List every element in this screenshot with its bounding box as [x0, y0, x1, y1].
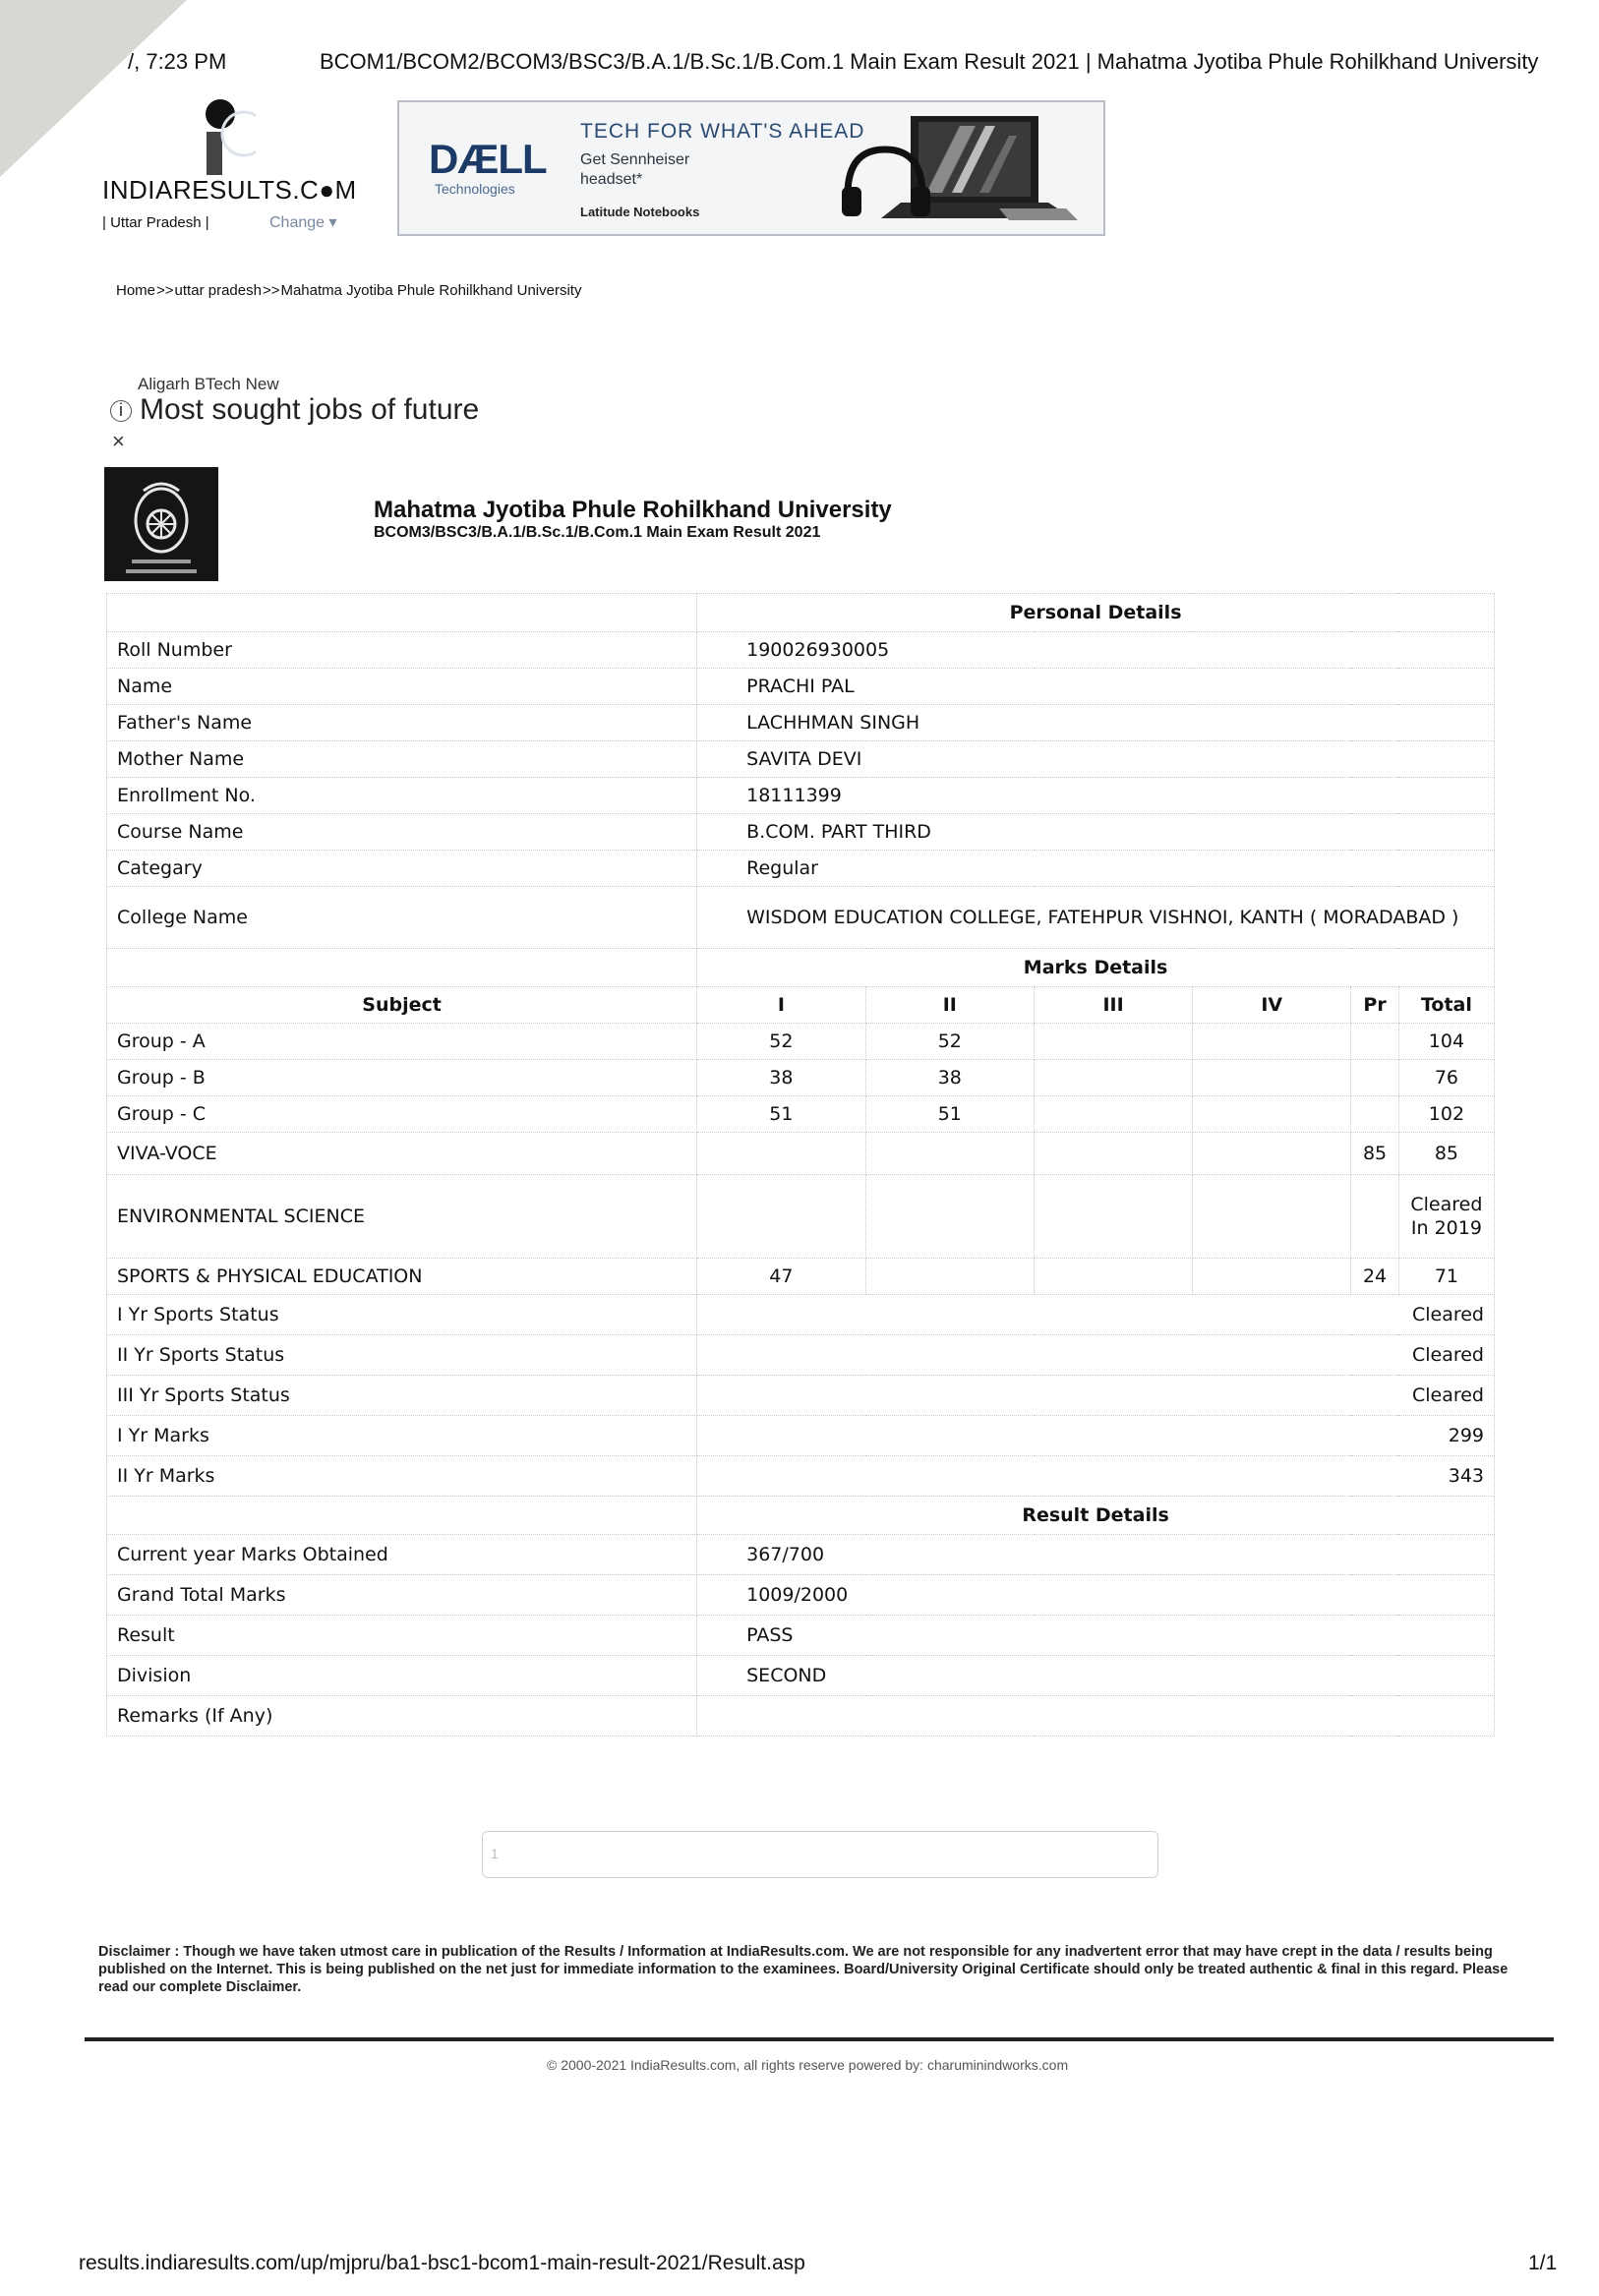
personal-row-name — [107, 669, 1495, 705]
result-row — [107, 1535, 1495, 1575]
field-label: Name — [107, 669, 697, 705]
col-header-iii: III — [1035, 987, 1193, 1024]
copyright-text: © 2000-2021 IndiaResults.com, all rights reserve powered by: charuminindworks.com — [547, 2057, 1069, 2073]
personal-row-category — [107, 851, 1495, 887]
change-region-link[interactable]: Change ▾ — [269, 214, 337, 231]
status-row — [107, 1416, 1495, 1456]
personal-row-enrollment — [107, 778, 1495, 814]
ad-brand: DÆLL — [429, 136, 547, 182]
result-value: 1009/2000 — [697, 1575, 1495, 1616]
marks-row — [107, 1259, 1495, 1295]
result-value: SECOND — [697, 1656, 1495, 1696]
field-label: Father's Name — [107, 705, 697, 741]
personal-row-course — [107, 814, 1495, 851]
personal-row-roll — [107, 632, 1495, 669]
field-value: Regular — [697, 851, 1495, 887]
status-value: 299 — [697, 1416, 1495, 1456]
mark-i — [697, 1133, 865, 1175]
mark-total: 102 — [1398, 1096, 1494, 1133]
mark-total: Cleared In 2019 — [1398, 1175, 1494, 1259]
status-value: Cleared — [697, 1335, 1495, 1376]
ad-footer: Latitude Notebooks — [580, 205, 700, 219]
field-label: Enrollment No. — [107, 778, 697, 814]
status-label: III Yr Sports Status — [107, 1376, 697, 1416]
exam-title: BCOM3/BSC3/B.A.1/B.Sc.1/B.Com.1 Main Exam Result 2021 — [374, 524, 821, 541]
mark-pr: 85 — [1351, 1133, 1399, 1175]
status-row — [107, 1295, 1495, 1335]
field-value: LACHHMAN SINGH — [697, 705, 1495, 741]
spacer-cell — [107, 594, 697, 632]
personal-row-father — [107, 705, 1495, 741]
mark-pr — [1351, 1175, 1399, 1259]
subject-cell: Group - C — [107, 1096, 697, 1133]
mark-ii: 51 — [865, 1096, 1034, 1133]
status-label: II Yr Marks — [107, 1456, 697, 1497]
result-value: 367/700 — [697, 1535, 1495, 1575]
marks-row — [107, 1133, 1495, 1175]
mark-iv — [1193, 1060, 1351, 1096]
field-label: Categary — [107, 851, 697, 887]
result-details-heading: Result Details — [697, 1497, 1495, 1535]
result-label: Result — [107, 1616, 697, 1656]
breadcrumb — [116, 282, 581, 299]
col-header-ii: II — [865, 987, 1034, 1024]
result-label: Remarks (If Any) — [107, 1696, 697, 1737]
field-label: Course Name — [107, 814, 697, 851]
marks-row — [107, 1175, 1495, 1259]
col-header-total: Total — [1398, 987, 1494, 1024]
subject-cell: Group - A — [107, 1024, 697, 1060]
subject-cell: Group - B — [107, 1060, 697, 1096]
close-icon[interactable]: × — [112, 429, 125, 453]
status-label: II Yr Sports Status — [107, 1335, 697, 1376]
field-value: PRACHI PAL — [697, 669, 1495, 705]
personal-row-college — [107, 887, 1495, 949]
mark-iii — [1035, 1024, 1193, 1060]
result-value — [697, 1696, 1495, 1737]
mark-iii — [1035, 1060, 1193, 1096]
mark-total: 71 — [1398, 1259, 1494, 1295]
laptop-headset-icon — [842, 110, 1088, 226]
field-value: 190026930005 — [697, 632, 1495, 669]
mark-pr — [1351, 1060, 1399, 1096]
print-time: /, 7:23 PM — [128, 49, 227, 74]
logo-text: INDIARESULTS.C●M — [102, 175, 357, 205]
result-details-header-row — [107, 1497, 1495, 1535]
mark-total: 76 — [1398, 1060, 1494, 1096]
mark-iii — [1035, 1175, 1193, 1259]
mark-ii: 52 — [865, 1024, 1034, 1060]
personal-row-mother — [107, 741, 1495, 778]
ad-line-1: Get Sennheiser — [580, 151, 690, 168]
footer-box-text: 1 — [491, 1846, 499, 1861]
footer-divider — [85, 2037, 1554, 2041]
sponsored-headline[interactable] — [110, 393, 479, 427]
mark-total: 85 — [1398, 1133, 1494, 1175]
field-value: SAVITA DEVI — [697, 741, 1495, 778]
status-label: I Yr Sports Status — [107, 1295, 697, 1335]
marks-details-heading: Marks Details — [697, 949, 1495, 987]
mark-i: 38 — [697, 1060, 865, 1096]
ad-headline: TECH FOR WHAT'S AHEAD — [580, 120, 865, 143]
mark-i — [697, 1175, 865, 1259]
mark-ii — [865, 1133, 1034, 1175]
mark-pr — [1351, 1096, 1399, 1133]
mark-iii — [1035, 1259, 1193, 1295]
subject-cell: VIVA-VOCE — [107, 1133, 697, 1175]
university-seal-icon — [104, 467, 218, 581]
col-header-subject: Subject — [107, 987, 697, 1024]
col-header-iv: IV — [1193, 987, 1351, 1024]
disclaimer-text: Disclaimer : Though we have taken utmost care in publication of the Results / Information at IndiaResults.com. We are not responsible for any inadvertent error that may have crept in the data / results being published on the Internet. This is being published on the net just for immediate information to the examinees. Board/University Original Certificate should only be treated authentic & final in this regard. Please read our complete Disclaimer. — [98, 1944, 1509, 1995]
personal-details-header-row — [107, 594, 1495, 632]
mark-iv — [1193, 1096, 1351, 1133]
print-page-number: 1/1 — [1528, 2252, 1558, 2274]
breadcrumb-university[interactable]: Mahatma Jyotiba Phule Rohilkhand University — [280, 282, 582, 299]
result-row — [107, 1616, 1495, 1656]
status-value: Cleared — [697, 1376, 1495, 1416]
result-label: Current year Marks Obtained — [107, 1535, 697, 1575]
print-url: results.indiaresults.com/up/mjpru/ba1-bsc1-bcom1-main-result-2021/Result.asp — [79, 2252, 805, 2274]
personal-details-heading: Personal Details — [697, 594, 1495, 632]
marks-row — [107, 1060, 1495, 1096]
result-row — [107, 1575, 1495, 1616]
mark-iii — [1035, 1096, 1193, 1133]
field-label: Roll Number — [107, 632, 697, 669]
breadcrumb-separator: >> — [262, 282, 280, 299]
marks-row — [107, 1024, 1495, 1060]
status-row — [107, 1335, 1495, 1376]
ad-line-2: headset* — [580, 171, 643, 188]
mark-iv — [1193, 1175, 1351, 1259]
status-value: 343 — [697, 1456, 1495, 1497]
spacer-cell — [107, 949, 697, 987]
marks-details-header-row — [107, 949, 1495, 987]
subject-cell: SPORTS & PHYSICAL EDUCATION — [107, 1259, 697, 1295]
field-label: Mother Name — [107, 741, 697, 778]
status-value: Cleared — [697, 1295, 1495, 1335]
ad-brand-sub: Technologies — [435, 181, 515, 197]
logo-figure-icon — [197, 98, 256, 177]
sponsored-advertiser[interactable]: Aligarh BTech New — [138, 375, 279, 393]
mark-iv — [1193, 1024, 1351, 1060]
site-logo[interactable] — [98, 94, 364, 242]
mark-i: 47 — [697, 1259, 865, 1295]
result-label: Grand Total Marks — [107, 1575, 697, 1616]
mark-iv — [1193, 1133, 1351, 1175]
breadcrumb-state[interactable]: uttar pradesh — [174, 282, 262, 299]
breadcrumb-home[interactable]: Home — [116, 282, 156, 299]
region-label: | Uttar Pradesh | — [102, 214, 209, 231]
mark-ii — [865, 1259, 1034, 1295]
col-header-pr: Pr — [1351, 987, 1399, 1024]
field-value: B.COM. PART THIRD — [697, 814, 1495, 851]
mark-ii — [865, 1175, 1034, 1259]
university-seal — [104, 467, 218, 581]
result-label: Division — [107, 1656, 697, 1696]
info-icon[interactable]: i — [110, 400, 132, 422]
subject-cell: ENVIRONMENTAL SCIENCE — [107, 1175, 697, 1259]
mark-iv — [1193, 1259, 1351, 1295]
mark-i: 52 — [697, 1024, 865, 1060]
spacer-cell — [107, 1497, 697, 1535]
result-row — [107, 1696, 1495, 1737]
sponsored-headline-text: Most sought jobs of future — [140, 393, 480, 426]
dell-banner-ad[interactable] — [397, 100, 1105, 236]
field-label: College Name — [107, 887, 697, 949]
status-row — [107, 1376, 1495, 1416]
result-table — [106, 593, 1495, 1737]
university-name: Mahatma Jyotiba Phule Rohilkhand University — [374, 497, 892, 523]
mark-pr — [1351, 1024, 1399, 1060]
result-row — [107, 1656, 1495, 1696]
mark-ii: 38 — [865, 1060, 1034, 1096]
mark-iii — [1035, 1133, 1193, 1175]
footer-input-box[interactable] — [482, 1831, 1158, 1878]
print-page-title: BCOM1/BCOM2/BCOM3/BSC3/B.A.1/B.Sc.1/B.Com.1 Main Exam Result 2021 | Mahatma Jyotiba Phule Rohilkhand University — [320, 49, 1539, 74]
result-value: PASS — [697, 1616, 1495, 1656]
breadcrumb-separator: >> — [156, 282, 174, 299]
field-value: 18111399 — [697, 778, 1495, 814]
marks-column-header-row — [107, 987, 1495, 1024]
mark-total: 104 — [1398, 1024, 1494, 1060]
marks-row — [107, 1096, 1495, 1133]
mark-i: 51 — [697, 1096, 865, 1133]
status-row — [107, 1456, 1495, 1497]
col-header-i: I — [697, 987, 865, 1024]
status-label: I Yr Marks — [107, 1416, 697, 1456]
mark-pr: 24 — [1351, 1259, 1399, 1295]
field-value: WISDOM EDUCATION COLLEGE, FATEHPUR VISHNOI, KANTH ( MORADABAD ) — [697, 887, 1495, 949]
